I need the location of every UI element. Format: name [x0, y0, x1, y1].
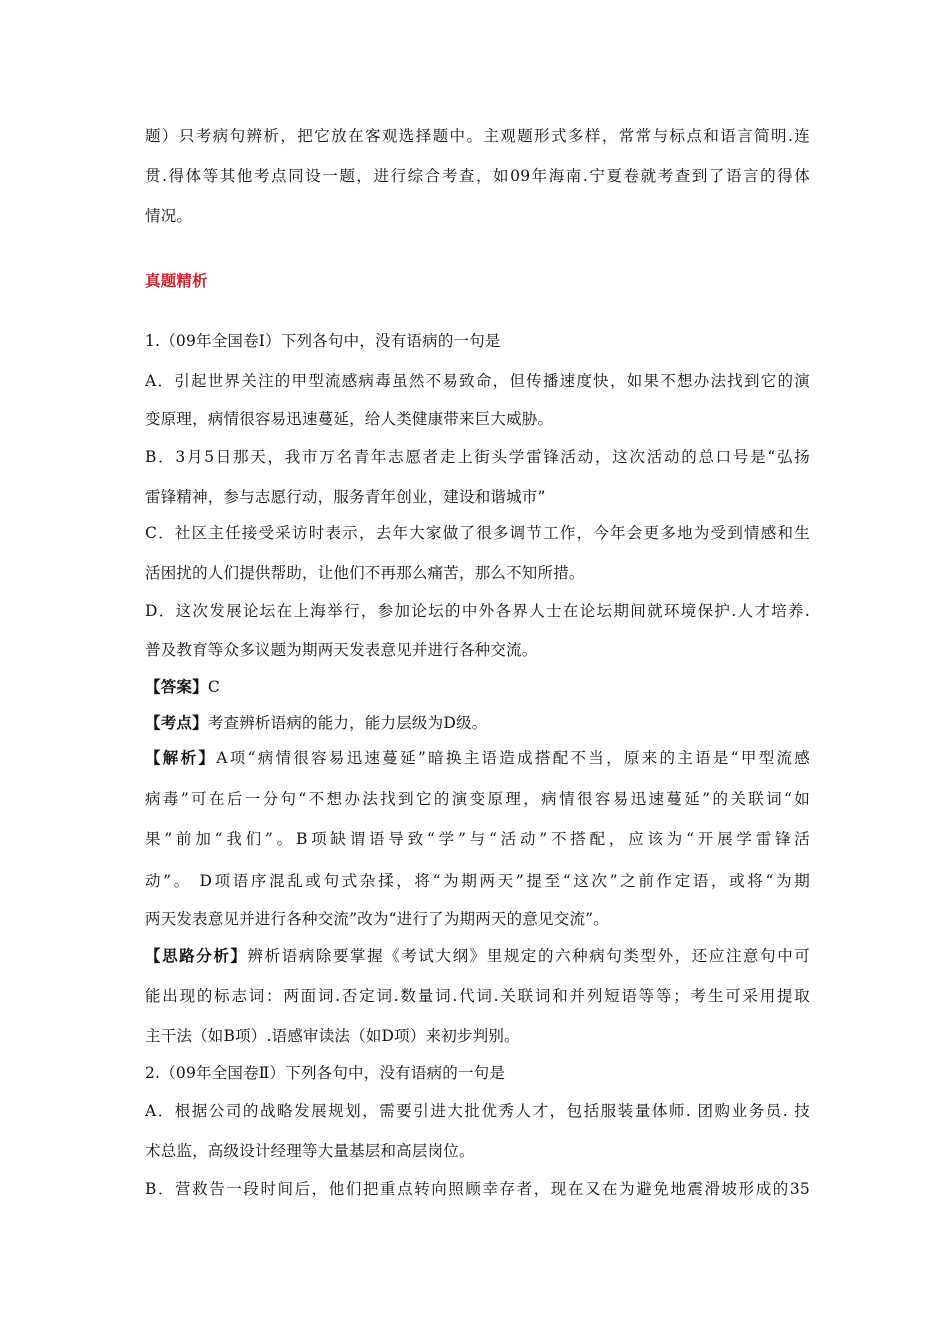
- q1-option-d-line1: D．这次发展论坛在上海举行，参加论坛的中外各界人士在论坛期间就环境保护.人才培养.: [145, 602, 810, 620]
- q1-analysis-line3: 果”前加“我们”。B项缺谓语导致“学”与“活动”不搭配，应该为“开展学雷锋活: [145, 830, 810, 848]
- think-text-1: 辨析语病除要掌握《考试大纲》里规定的六种病句类型外，还应注意句中可: [247, 947, 810, 965]
- q1-option-c-line2: 活困扰的人们提供帮助，让他们不再那么痛苦，那么不知所措。: [145, 564, 585, 582]
- intro-line-3: 情况。: [145, 207, 193, 225]
- analysis-label: 【解析】: [145, 749, 217, 767]
- point-label: 【考点】: [145, 714, 208, 732]
- q1-analysis-line1: [145, 748, 810, 768]
- q1-think-line3: 主干法（如B项）.语感审读法（如D项）来初步判别。: [145, 1027, 520, 1045]
- q1-stem: 1.（09年全国卷Ⅰ）下列各句中，没有语病的一句是: [145, 332, 501, 350]
- q1-think-line2: 能出现的标志词：两面词.否定词.数量词.代词.关联词和并列短语等等；考生可采用提取: [145, 987, 810, 1005]
- intro-line-2: 贯.得体等其他考点同设一题，进行综合考查，如09年海南.宁夏卷就考查到了语言的得体: [145, 167, 810, 185]
- q2-stem: 2.（09年全国卷Ⅱ）下列各句中，没有语病的一句是: [145, 1064, 506, 1082]
- answer-label: 【答案】: [145, 678, 208, 696]
- q1-point: [145, 713, 810, 733]
- q2-option-a-line1: A．根据公司的战略发展规划，需要引进大批优秀人才，包括服装量体师. 团购业务员. 技: [145, 1102, 810, 1120]
- q1-answer: [145, 677, 810, 697]
- q1-think-line1: [145, 946, 810, 966]
- intro-line-1: 题）只考病句辨析，把它放在客观选择题中。主观题形式多样，常常与标点和语言简明.连: [145, 127, 810, 145]
- point-text: 考查辨析语病的能力，能力层级为D级。: [207, 714, 488, 732]
- q2-option-a-line2: 术总监，高级设计经理等大量基层和高层岗位。: [145, 1142, 475, 1160]
- q1-option-b-line2: 雷锋精神，参与志愿行动，服务青年创业，建设和谐城市”: [145, 488, 546, 506]
- section-heading: 真题精析: [145, 272, 208, 290]
- q1-option-a-line2: 变原理，病情很容易迅速蔓延，给人类健康带来巨大威胁。: [145, 410, 554, 428]
- q1-option-b-line1: B．3月5日那天，我市万名青年志愿者走上街头学雷锋活动，这次活动的总口号是“弘扬: [145, 448, 810, 466]
- q2-option-b-line1: B．营救告一段时间后，他们把重点转向照顾幸存者，现在又在为避免地震滑坡形成的35: [145, 1180, 810, 1198]
- q1-analysis-line2: 病毒”可在后一分句“不想办法找到它的演变原理，病情很容易迅速蔓延”的关联词“如: [145, 790, 810, 808]
- q1-option-c-line1: C．社区主任接受采访时表示，去年大家做了很多调节工作，今年会更多地为受到情感和生: [145, 524, 810, 542]
- q1-analysis-line4: 动”。 D项语序混乱或句式杂揉，将“为期两天”提至“这次”之前作定语，或将“为期: [145, 872, 810, 890]
- analysis-text-1: A项“病情很容易迅速蔓延”暗换主语造成搭配不当，原来的主语是“甲型流感: [216, 749, 810, 767]
- q1-option-a-line1: A．引起世界关注的甲型流感病毒虽然不易致命，但传播速度快，如果不想办法找到它的演: [145, 372, 810, 390]
- think-label: 【思路分析】: [145, 947, 248, 965]
- q1-option-d-line2: 普及教育等众多议题为期两天发表意见并进行各种交流。: [145, 641, 538, 659]
- q1-analysis-line5: 两天发表意见并进行各种交流”改为“进行了为期两天的意见交流”。: [145, 910, 609, 928]
- answer-value: C: [207, 678, 220, 696]
